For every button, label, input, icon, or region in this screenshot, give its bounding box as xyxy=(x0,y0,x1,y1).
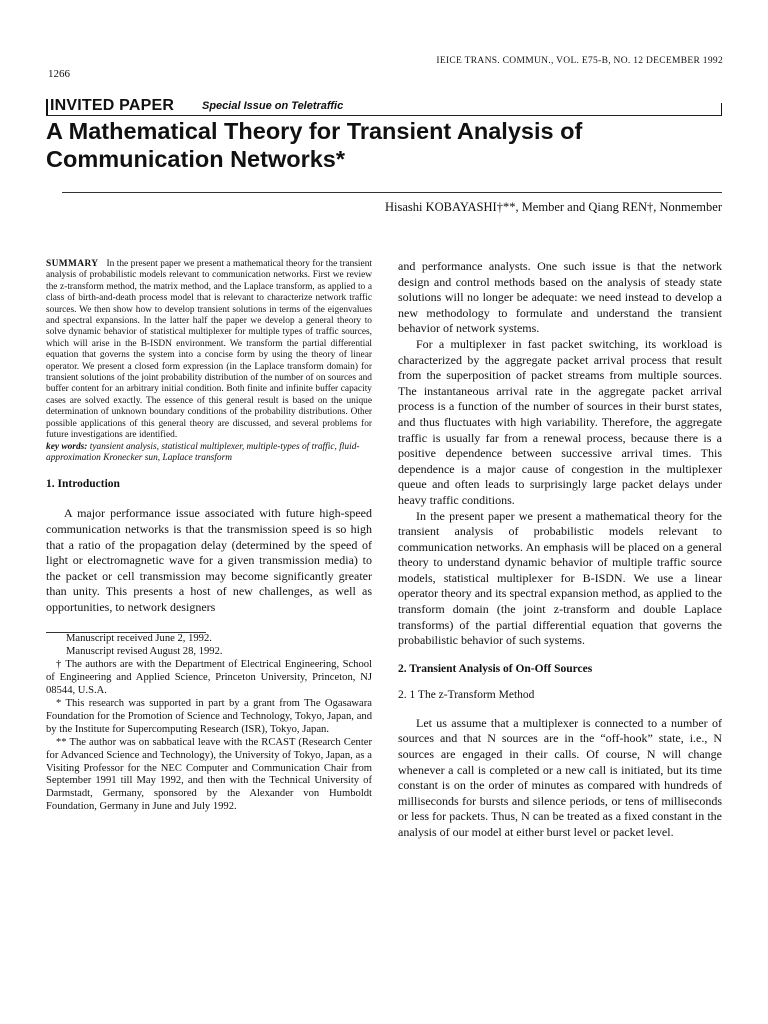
footnote-double-star: ** The author was on sabbatical leave with the RCAST (Research Center for Advanced Science and Technology), the University of Tokyo, Japan, as a Visiting Professor for the NEC Computer and Communication Chair from September 1991 till May 1992, and then with the Technical University of Darmstadt, Germany, sponsored by the Alexander von Humboldt Foundation, Germany in June and July 1992. xyxy=(46,736,372,813)
journal-header: IEICE TRANS. COMMUN., VOL. E75-B, NO. 12 DECEMBER 1992 xyxy=(436,56,723,66)
invited-paper-label: INVITED PAPER xyxy=(50,97,175,114)
section-2-heading: 2. Transient Analysis of On-Off Sources xyxy=(398,662,593,675)
left-column xyxy=(46,259,372,814)
footnote-dagger: † The authors are with the Department of Electrical Engineering, School of Engineering and Applied Science, Princeton University, Princeton, NJ 08544, U.S.A. xyxy=(46,659,372,697)
present-paper-paragraph: In the present paper we present a mathematical theory for the transient analysis of probabilistic models relevant to communication networks. An emphasis will be placed on a general theory to understand dynamic behavior of multiple traffic source models, statistical multiplexer for B-ISDN. We use a linear operator theory and its spectral expansion method, as applied to the transform domain (the joint z-transform and double Laplace transforms) of the partial differential equation that governs the probabilistic behavior of such systems. xyxy=(398,508,722,648)
summary-text: In the present paper we present a mathematical theory for the transient analysis of probabilistic models relevant to communication networks. First we review the z-transform method, the matrix method, and the Laplace transform, as applied to a class of birth-and-death process model that is relevant to characterize network traffic sources. We then show how to develop transient solutions in terms of the eigenvalues and spectral expansions. In the latter half the paper we develop a general theory to solve dynamic behavior of statistical multiplexer for multiple types of traffic sources, which will arise in the B-ISDN environment. We transform the partial differential equation that governs the system into a concise form by using the theory of linear operator. We present a closed form expression (in the Laplace transform domain) for transient solutions of the joint probability distribution of the number of on sources and buffer content for an arbitrary initial condition. Both finite and infinite buffer capacity cases are solved exactly. The essence of this general result is based on the unique determination of unknown boundary conditions of the probability distributions. Other possible applications of this general theory are discussed, and several problems for future investigations are identified. xyxy=(46,259,372,441)
page-number: 1266 xyxy=(48,68,70,80)
special-issue-label: Special Issue on Teletraffic xyxy=(202,100,344,112)
invited-paper-banner xyxy=(46,99,722,116)
title-line-2: Communication Networks* xyxy=(46,146,346,172)
title-line-1: A Mathematical Theory for Transient Analysis of xyxy=(46,118,583,144)
right-column xyxy=(398,259,722,841)
multiplexer-paragraph: For a multiplexer in fast packet switching, its workload is characterized by the aggregate packet arrival process that result from the superposition of packet streams from multiple sources. The instantaneous arrival rate in the aggregate packet arrival process is a function of the number of sources in their burst states, and thus fluctuates with high variability. Therefore, the aggregate traffic is usually far from a renewal process, because there is a positive dependence between successive arrival times. This dependence is a major cause of congestion in the multiplexer queue and often leads to surprisingly large packet delays under heavy traffic conditions. xyxy=(398,336,722,507)
banner-left-bar xyxy=(46,99,48,115)
title-rule xyxy=(62,192,722,193)
authors: Hisashi KOBAYASHI†**, Member and Qiang REN†, Nonmember xyxy=(384,200,722,214)
footnote-revised: Manuscript revised August 28, 1992. xyxy=(66,646,223,658)
z-transform-paragraph: Let us assume that a multiplexer is connected to a number of sources and that N sources are in the “off-hook” state, i.e., N sources are engaged in their calls. Of course, N will change whenever a call is completed or a new call is initiated, but its time constant is on the order of minutes as compared with hundreds of milliseconds for bursts and silence periods, or tens of milliseconds or less for packets. Thus, N can be treated as a fixed constant in the analysis of our model at either burst level or packet level. xyxy=(398,715,722,839)
footnote-star: * This research was supported in part by a grant from The Ogasawara Foundation for the Promotion of Science and Technology, Tokyo, Japan, and by the Institute for Supercomputing Research (ISR), Tokyo, Japan. xyxy=(46,698,372,735)
keywords-label: key words: xyxy=(46,441,88,452)
summary-label: SUMMARY xyxy=(46,259,99,269)
keywords xyxy=(46,442,372,465)
footnote-received: Manuscript received June 2, 1992. xyxy=(66,633,212,645)
banner-right-bar xyxy=(721,103,722,115)
intro-paragraph: A major performance issue associated with future high-speed communication networks is that the transmission speed is so high that a ratio of the propagation delay (determined by the speed of light or electromagnetic wave for a given transmission media) to the packet or cell transmission may become significantly greater than unity. This presents a host of new challenges, as well as opportunities, to network designers xyxy=(46,506,372,614)
paper-title xyxy=(46,117,736,173)
footnotes xyxy=(46,632,372,814)
section-1-heading: 1. Introduction xyxy=(46,478,120,491)
section-2-1-heading: 2. 1 The z-Transform Method xyxy=(398,688,535,701)
summary xyxy=(46,259,372,442)
keywords-text: tyansient analysis, statistical multiplexer, multiple-types of traffic, fluid-approximation Kronecker sun, Laplace transform xyxy=(46,441,360,463)
intro-continued-paragraph: and performance analysts. One such issue is that the network design and control methods based on the analysis of steady state solutions will no longer be adequate: we need instead to develop a new methodology to formulate and understand the transient behavior of network systems. xyxy=(398,259,722,336)
